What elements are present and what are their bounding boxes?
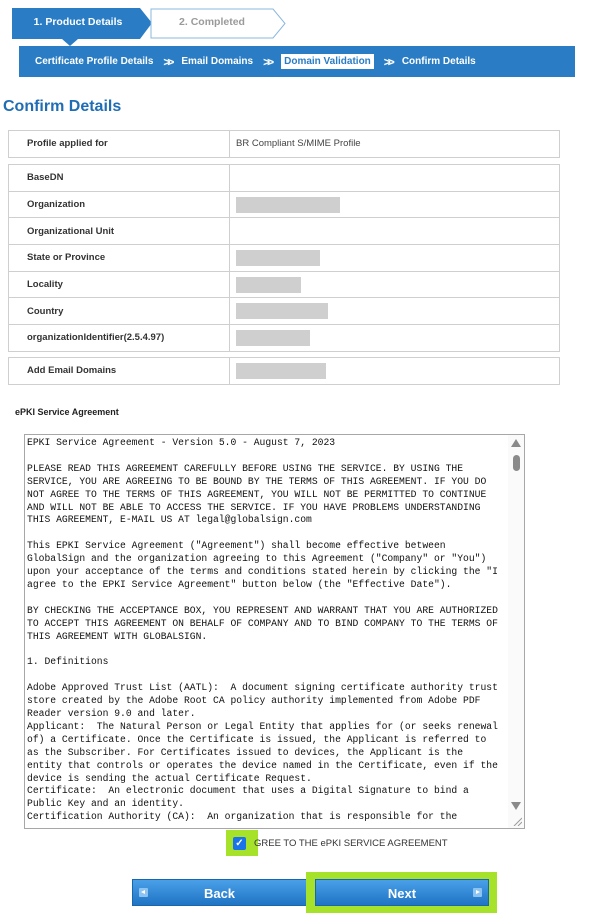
resize-grip-icon[interactable] — [512, 816, 522, 826]
step-2-label: 2. Completed — [179, 16, 245, 28]
table-row — [9, 271, 560, 298]
agree-checkbox[interactable]: ✓ — [233, 837, 246, 850]
subnav-item-certificate-profile-details[interactable]: Certificate Profile Details — [35, 56, 154, 67]
scroll-down-arrow-icon[interactable] — [511, 802, 521, 810]
agreement-heading: ePKI Service Agreement — [15, 407, 119, 417]
double-chevron-right-icon: >> — [263, 54, 272, 69]
step-product-details — [12, 8, 152, 39]
profile-table — [8, 130, 560, 158]
profile-label: Profile applied for — [9, 131, 230, 158]
page-title: Confirm Details — [3, 98, 122, 115]
sub-navigation-bar — [19, 46, 575, 77]
subnav-item-confirm-details[interactable]: Confirm Details — [401, 56, 476, 67]
email-domains-label: Add Email Domains — [9, 358, 230, 385]
table-row — [9, 165, 560, 192]
table-row — [9, 325, 560, 352]
field-label-basedn: BaseDN — [9, 165, 230, 192]
step-1-label: 1. Product Details — [33, 16, 123, 28]
field-label-locality: Locality — [9, 271, 230, 298]
field-label-state: State or Province — [9, 245, 230, 272]
double-chevron-right-icon: >> — [163, 54, 172, 69]
step-completed — [150, 8, 286, 39]
redacted-value — [236, 197, 340, 213]
field-value-country — [230, 298, 560, 325]
field-value-organizational-unit — [230, 218, 560, 245]
field-label-country: Country — [9, 298, 230, 325]
field-value-organization-identifier — [230, 325, 560, 352]
next-button[interactable] — [315, 879, 489, 906]
redacted-value — [236, 250, 320, 266]
back-button-label: Back — [203, 886, 236, 901]
table-row — [9, 358, 560, 385]
field-value-state — [230, 245, 560, 272]
arrow-left-icon — [139, 888, 148, 897]
agreement-scrollbar[interactable] — [508, 435, 524, 828]
field-label-organizational-unit: Organizational Unit — [9, 218, 230, 245]
agreement-textarea[interactable] — [24, 434, 525, 829]
redacted-value — [236, 303, 328, 319]
subject-fields-table — [8, 164, 560, 352]
table-row — [9, 131, 560, 158]
profile-value: BR Compliant S/MIME Profile — [230, 131, 560, 158]
field-value-basedn — [230, 165, 560, 192]
redacted-value — [236, 330, 310, 346]
table-row — [9, 218, 560, 245]
field-value-locality — [230, 271, 560, 298]
redacted-value — [236, 277, 301, 293]
table-row — [9, 245, 560, 272]
redacted-value — [236, 363, 326, 379]
email-domains-value — [230, 358, 560, 385]
double-chevron-right-icon: >> — [383, 54, 392, 69]
arrow-right-icon — [473, 888, 482, 897]
agree-checkbox-label[interactable]: GREE TO THE ePKI SERVICE AGREEMENT — [254, 838, 448, 849]
field-label-organization-identifier: organizationIdentifier(2.5.4.97) — [9, 325, 230, 352]
table-row — [9, 298, 560, 325]
field-label-organization: Organization — [9, 191, 230, 218]
next-button-label: Next — [387, 886, 417, 901]
scroll-up-arrow-icon[interactable] — [511, 439, 521, 447]
subnav-item-email-domains[interactable]: Email Domains — [181, 56, 254, 67]
subnav-item-domain-validation[interactable]: Domain Validation — [281, 54, 374, 69]
table-row — [9, 191, 560, 218]
email-domains-table — [8, 357, 560, 385]
scrollbar-thumb[interactable] — [513, 455, 520, 471]
back-button[interactable] — [132, 879, 307, 906]
field-value-organization — [230, 191, 560, 218]
agreement-text: EPKI Service Agreement - Version 5.0 - August 7, 2023 PLEASE READ THIS AGREEMENT CAREFULLY BEFORE USING THE SERVICE. BY USING THE SERVICE, YOU ARE AGREEING TO BE BOUND BY THE TERMS OF THIS AGREEMENT. IF YOU DO NOT AGREE TO THE TERMS OF THIS AGREEMENT, YOU WILL NOT BE PERMITTED TO CONTINUE AND WILL NOT BE ABLE TO ACCESS THE SERVICE. IF YOU HAVE PROBLEMS UNDERSTANDING THIS AGREEMENT, E-MAIL US AT legal@globalsign.com This EPKI Service Agreement ("Agreement") shall become effective between GlobalSign and the organization agreeing to this Agreement ("Company" or "You") upon your acceptance of the terms and conditions stated herein by clicking the "I agree to the EPKI Service Agreement" button below (the "Effective Date"). BY CHECKING THE ACCEPTANCE BOX, YOU REPRESENT AND WARRANT THAT YOU ARE AUTHORIZED TO ACCEPT THIS AGREEMENT ON BEHALF OF COMPANY AND TO BIND COMPANY TO THE TERMS OF THIS AGREEMENT WITH GLOBALSIGN. 1. Definitions Adobe Approved Trust List (AATL): A document signing certificate authority trust store created by the Adobe Root CA policy authority implemented from Adobe PDF Reader version 9.0 and later. Applicant: The Natural Person or Legal Entity that applies for (or seeks renewal of) a Certificate. Once the Certificate is issued, the Applicant is referred to as the Subscriber. For Certificates issued to devices, the Applicant is the entity that controls or operates the device named in the Certificate, even if the device is sending the actual Certificate Request. Certificate: An electronic document that uses a Digital Signature to bind a Public Key and an identity. Certification Authority (CA): An organization that is responsible for the — [27, 437, 498, 823]
